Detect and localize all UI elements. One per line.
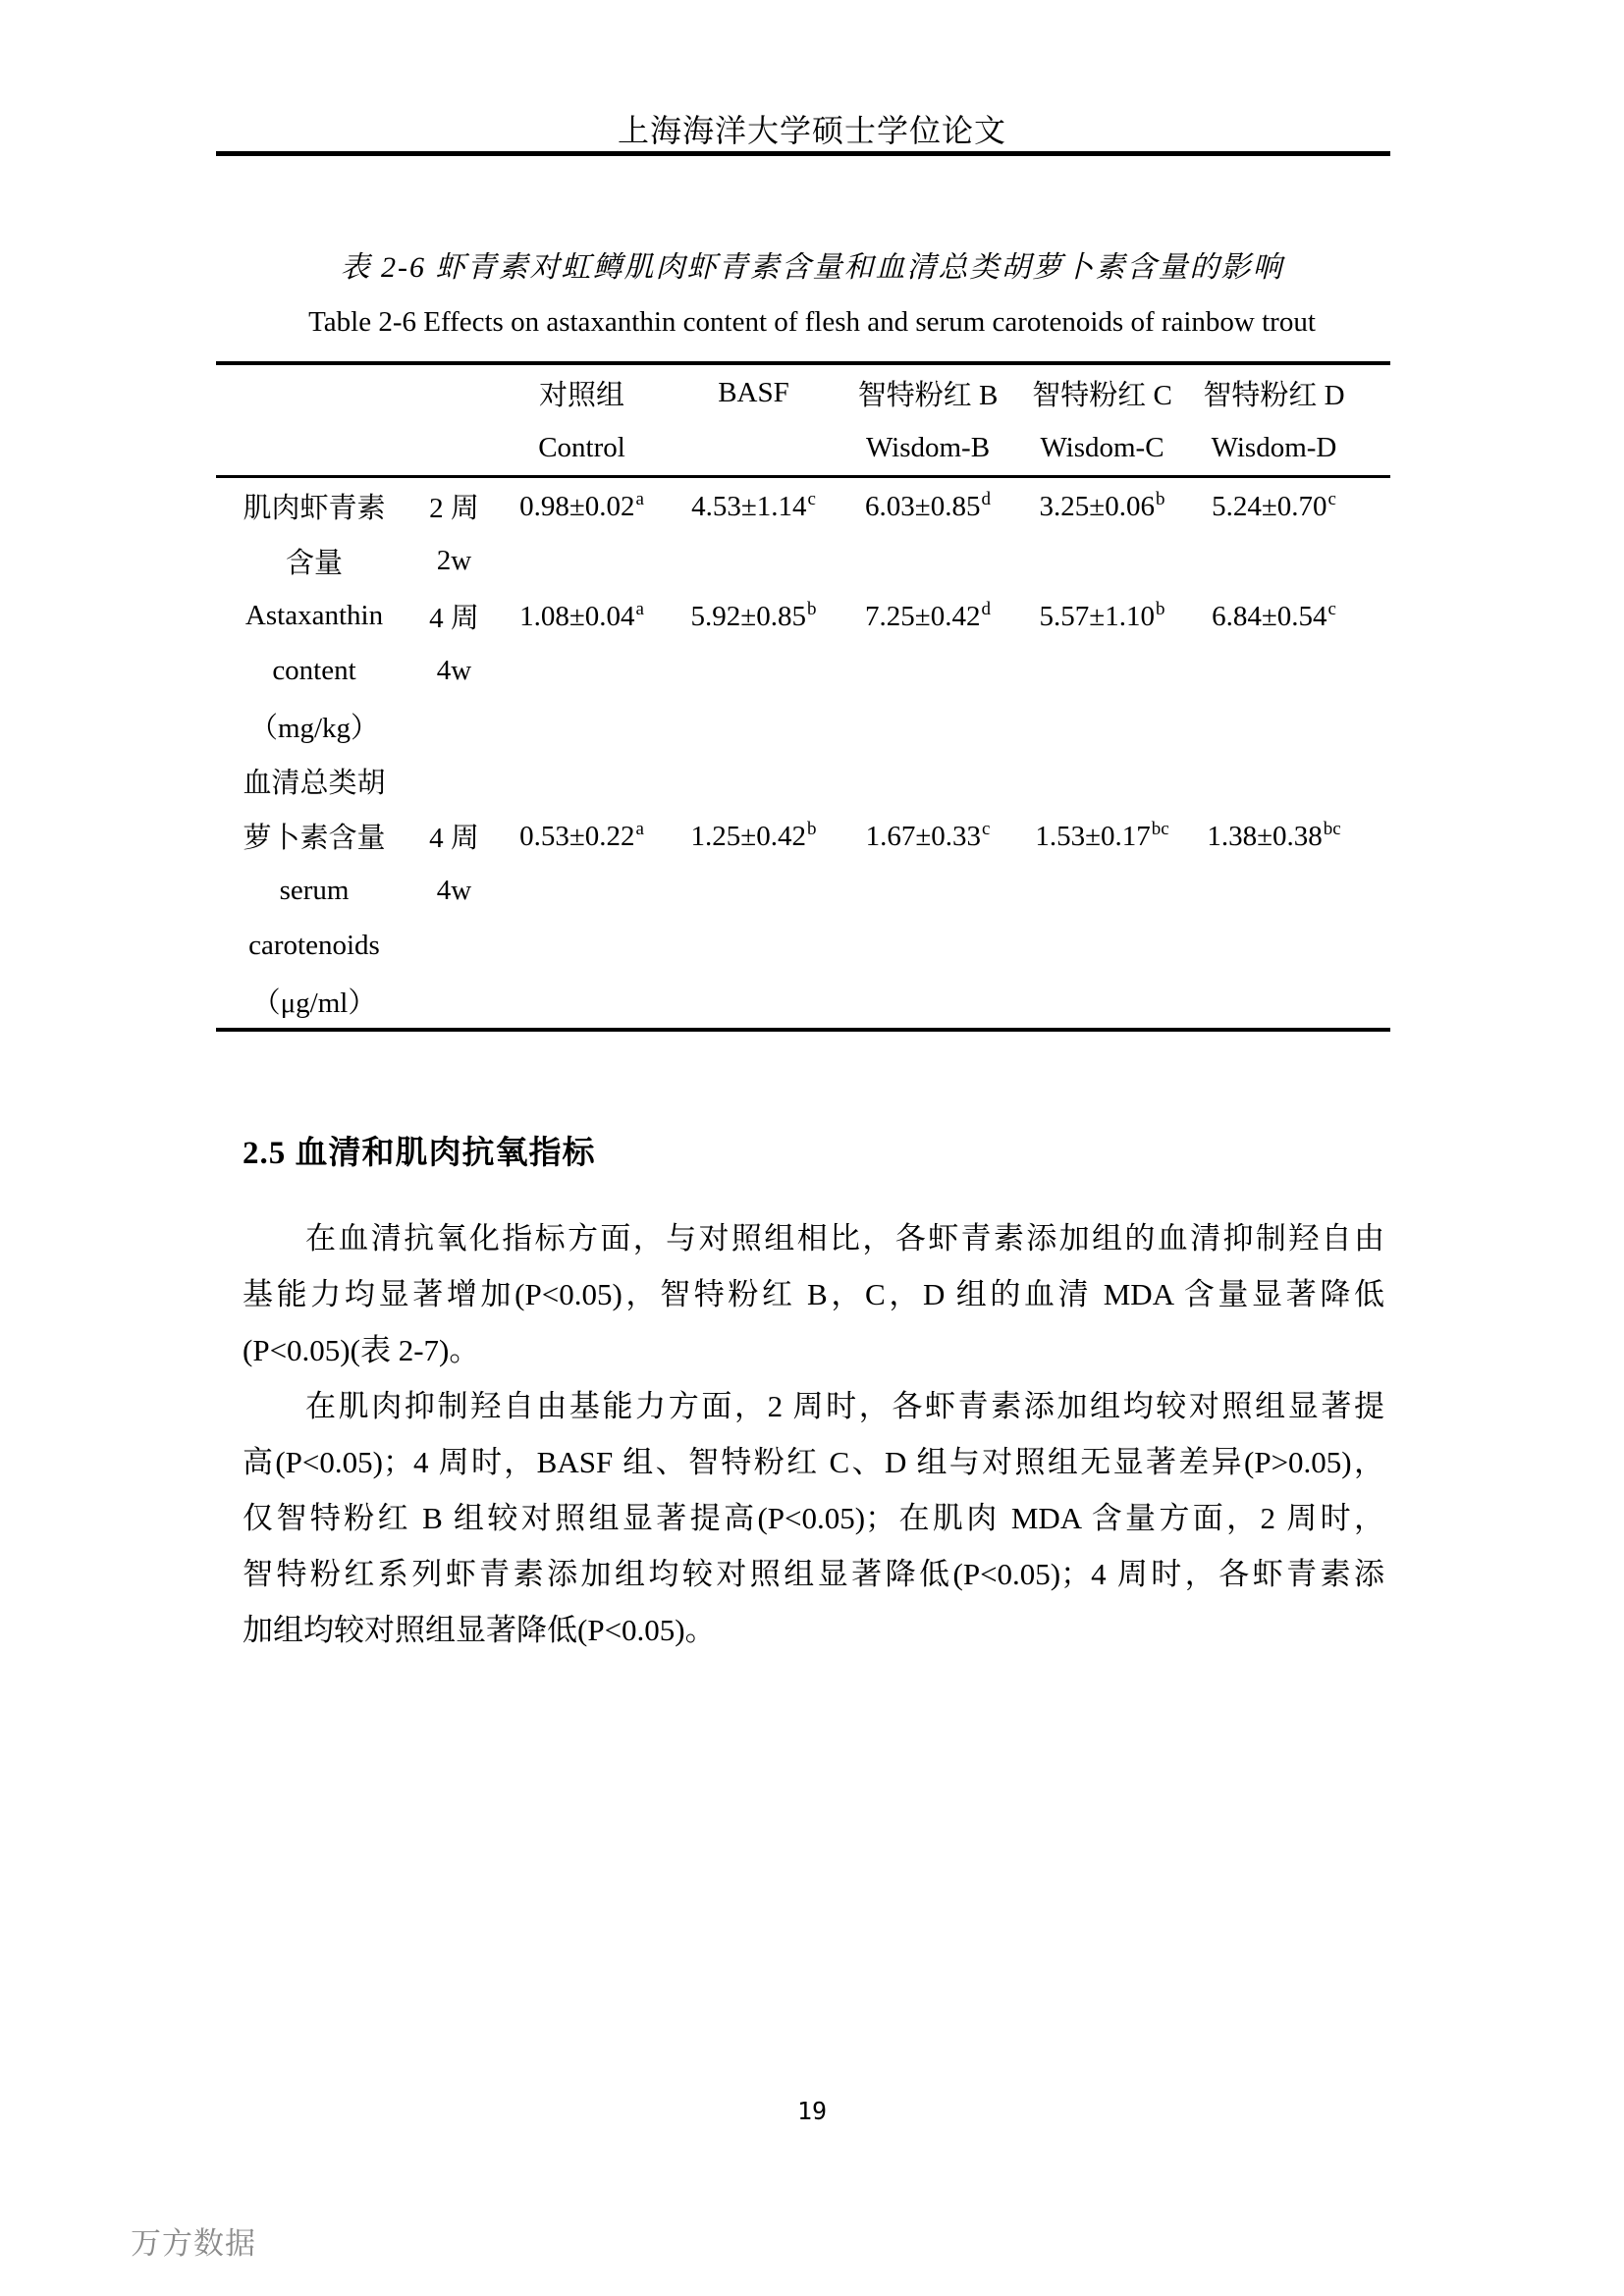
significance-superscript: a — [635, 818, 644, 839]
table-header-row — [216, 420, 1390, 475]
table-row — [216, 588, 1390, 643]
significance-superscript: bc — [1151, 818, 1169, 839]
watermark-wanfang: 万方数据 — [131, 2226, 256, 2261]
value-cell — [668, 599, 839, 633]
value-mean-sd: 5.92±0.85 — [690, 600, 806, 632]
week-cell: 4w — [436, 654, 472, 686]
value-cell — [839, 599, 1016, 633]
significance-superscript: a — [635, 488, 644, 509]
week-cell: 2w — [436, 544, 472, 576]
significance-superscript: c — [1327, 598, 1336, 619]
results-table — [216, 361, 1390, 1032]
value-cell — [1188, 819, 1360, 853]
value-cell — [839, 489, 1016, 523]
value-mean-sd: 3.25±0.06 — [1039, 490, 1155, 522]
table-header-cell: BASF — [718, 376, 789, 408]
significance-superscript: d — [981, 488, 991, 509]
table-header-row — [216, 365, 1390, 420]
significance-superscript: c — [807, 488, 816, 509]
value-cell — [1188, 489, 1360, 523]
value-mean-sd: 4.53±1.14 — [691, 490, 807, 522]
week-cell: 4 周 — [429, 602, 479, 634]
table-row — [216, 973, 1390, 1028]
page-number: 19 — [796, 2097, 828, 2125]
row-label-cell: content — [272, 654, 356, 686]
value-cell — [1016, 489, 1188, 523]
table-header-cell: 对照组 — [538, 379, 624, 411]
paragraph-line: (P<0.05)(表 2-7)。 — [243, 1333, 480, 1367]
running-head-title: 上海海洋大学硕士学位论文 — [617, 113, 1006, 148]
paragraph-line: 智特粉红系列虾青素添加组均较对照组显著降低(P<0.05)；4 周时，各虾青素添 — [243, 1557, 1384, 1591]
value-cell — [668, 819, 839, 853]
significance-superscript: a — [635, 598, 644, 619]
week-cell: 4 周 — [429, 822, 479, 854]
table-row — [216, 533, 1390, 588]
table-row — [216, 478, 1390, 533]
value-cell — [1188, 599, 1360, 633]
table-caption-chinese: 表 2-6 虾青素对虹鳟肌肉虾青素含量和血清总类胡萝卜素含量的影响 — [340, 251, 1284, 284]
value-mean-sd: 5.57±1.10 — [1039, 600, 1155, 632]
table-header-cell: Wisdom-C — [1040, 431, 1164, 463]
row-label-cell: 含量 — [285, 547, 343, 579]
table-header-cell: Wisdom-B — [865, 431, 991, 463]
paragraph-line: 仅智特粉红 B 组较对照组显著提高(P<0.05)；在肌肉 MDA 含量方面，2 周时， — [243, 1501, 1384, 1535]
paragraph-line: 高(P<0.05)；4 周时，BASF 组、智特粉红 C、D 组与对照组无显著差异(P>0.05)， — [243, 1445, 1384, 1479]
significance-superscript: b — [1155, 488, 1165, 509]
row-label-cell: serum — [279, 874, 350, 906]
row-label-cell: Astaxanthin — [244, 599, 384, 631]
results-table-header — [216, 365, 1390, 478]
row-label-cell: 血清总类胡 — [243, 767, 386, 799]
row-label-cell: （μg/ml） — [251, 987, 377, 1019]
significance-superscript: b — [1155, 598, 1165, 619]
value-mean-sd: 5.24±0.70 — [1212, 490, 1327, 522]
value-mean-sd: 1.38±0.38 — [1207, 820, 1323, 852]
value-mean-sd: 1.08±0.04 — [519, 600, 635, 632]
significance-superscript: b — [806, 818, 817, 839]
table-row — [216, 918, 1390, 973]
significance-superscript: bc — [1323, 818, 1341, 839]
paragraph-line: 基能力均显著增加(P<0.05)，智特粉红 B，C，D 组的血清 MDA 含量显著降低 — [243, 1277, 1384, 1311]
row-label-cell: 肌肉虾青素 — [243, 492, 386, 524]
table-caption-english: Table 2-6 Effects on astaxanthin content of flesh and serum carotenoids of rainbow trout — [308, 306, 1316, 338]
table-header-cell: 智特粉红 C — [1032, 379, 1172, 411]
table-header-cell: 智特粉红 D — [1203, 379, 1345, 411]
row-label-cell: （mg/kg） — [248, 712, 380, 744]
week-cell: 4w — [436, 874, 472, 906]
value-cell — [1016, 599, 1188, 633]
value-cell — [496, 819, 668, 853]
value-mean-sd: 1.67±0.33 — [865, 820, 981, 852]
value-mean-sd: 6.03±0.85 — [865, 490, 981, 522]
significance-superscript: d — [981, 598, 991, 619]
table-header-cell: 智特粉红 B — [857, 379, 999, 411]
table-header-cell: Control — [538, 431, 625, 463]
table-row — [216, 698, 1390, 753]
value-mean-sd: 0.53±0.22 — [519, 820, 635, 852]
value-mean-sd: 1.25±0.42 — [690, 820, 806, 852]
value-mean-sd: 7.25±0.42 — [865, 600, 981, 632]
table-row — [216, 643, 1390, 698]
table-row — [216, 808, 1390, 863]
section-heading: 2.5 血清和肌肉抗氧指标 — [243, 1136, 596, 1171]
week-cell: 2 周 — [429, 492, 479, 524]
table-row — [216, 863, 1390, 918]
running-head-divider — [216, 151, 1390, 156]
value-cell — [1016, 819, 1188, 853]
paragraph-line: 在肌肉抑制羟自由基能力方面，2 周时，各虾青素添加组均较对照组显著提 — [305, 1389, 1384, 1423]
value-mean-sd: 6.84±0.54 — [1212, 600, 1327, 632]
paragraph-line: 在血清抗氧化指标方面，与对照组相比，各虾青素添加组的血清抑制羟自由 — [305, 1221, 1384, 1255]
value-mean-sd: 0.98±0.02 — [519, 490, 635, 522]
body-paragraphs — [243, 1210, 1384, 1658]
value-cell — [668, 489, 839, 523]
value-cell — [496, 599, 668, 633]
value-cell — [839, 819, 1016, 853]
table-header-cell: Wisdom-D — [1211, 431, 1337, 463]
table-row — [216, 753, 1390, 808]
results-table-body — [216, 478, 1390, 1028]
significance-superscript: b — [806, 598, 817, 619]
significance-superscript: c — [1327, 488, 1336, 509]
row-label-cell: carotenoids — [248, 929, 380, 961]
value-mean-sd: 1.53±0.17 — [1035, 820, 1151, 852]
value-cell — [496, 489, 668, 523]
paragraph-line: 加组均较对照组显著降低(P<0.05)。 — [243, 1613, 716, 1647]
significance-superscript: c — [981, 818, 991, 839]
row-label-cell: 萝卜素含量 — [243, 822, 386, 854]
